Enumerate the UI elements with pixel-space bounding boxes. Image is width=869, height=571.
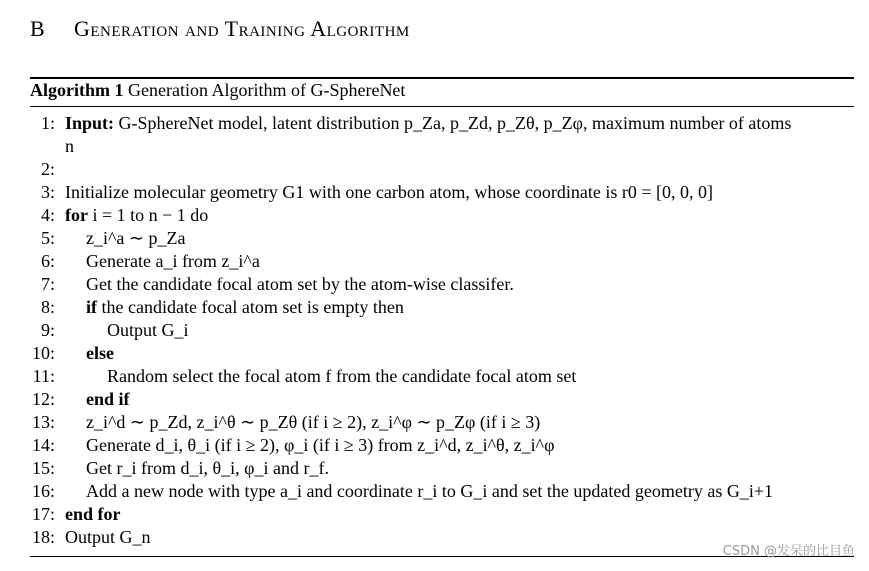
algorithm-line: [30, 227, 860, 250]
line-content: [107, 365, 576, 388]
line-number: 14:: [31, 435, 55, 455]
line-number: 12:: [31, 389, 55, 409]
algorithm-line: [30, 457, 860, 480]
algorithm-caption: [30, 80, 405, 101]
line-text: G-SphereNet model, latent distribution p_Za, p_Zd, p_Zθ, p_Zφ, maximum number of atoms: [114, 113, 792, 133]
line-number: 17:: [31, 504, 55, 524]
line-text: Get r_i from d_i, θ_i, φ_i and r_f.: [86, 458, 329, 478]
algorithm-label: Algorithm 1: [30, 80, 124, 100]
line-content: [65, 526, 151, 549]
line-text: Initialize molecular geometry G1 with one carbon atom, whose coordinate is r0 = [0, 0, 0]: [65, 182, 713, 202]
line-text: Generate d_i, θ_i (if i ≥ 2), φ_i (if i ≥ 3) from z_i^d, z_i^θ, z_i^φ: [86, 435, 555, 455]
algorithm-line: [30, 296, 860, 319]
line-number: 5:: [40, 228, 55, 248]
line-text: n: [65, 136, 74, 156]
line-number: 7:: [40, 274, 55, 294]
line-number: 15:: [31, 458, 55, 478]
line-content: [86, 388, 130, 411]
line-number: 1:: [40, 113, 55, 133]
line-keyword: else: [86, 343, 114, 363]
line-keyword: for: [65, 205, 88, 225]
line-keyword: end if: [86, 389, 130, 409]
line-content: [86, 411, 540, 434]
algorithm-body: [30, 112, 860, 549]
algorithm-line: [30, 204, 860, 227]
line-number: 2:: [40, 159, 55, 179]
algorithm-line: [30, 388, 860, 411]
line-text: Random select the focal atom f from the candidate focal atom set: [107, 366, 577, 386]
line-text: i = 1 to n − 1 do: [87, 205, 209, 225]
line-content: [65, 204, 208, 227]
line-number: 16:: [31, 481, 55, 501]
algorithm-line: [30, 158, 860, 181]
line-content: [65, 135, 74, 158]
algorithm-line: [30, 319, 860, 342]
line-keyword: Input:: [65, 113, 115, 133]
line-number: 9:: [40, 320, 55, 340]
algorithm-line: [30, 342, 860, 365]
algorithm-line: [30, 434, 860, 457]
line-content: [107, 319, 189, 342]
line-keyword: if: [86, 297, 97, 317]
line-content: [86, 227, 186, 250]
line-number: 4:: [40, 205, 55, 225]
line-text: the candidate focal atom set is empty then: [97, 297, 404, 317]
line-number: 6:: [40, 251, 55, 271]
algorithm-title: Generation Algorithm of G-SphereNet: [128, 80, 406, 100]
line-content: [86, 273, 514, 296]
line-content: [65, 112, 791, 135]
line-number: 11:: [32, 366, 55, 386]
algorithm-top-rule: [30, 77, 854, 79]
line-number: 8:: [40, 297, 55, 317]
line-keyword: end for: [65, 504, 121, 524]
line-text: Output G_n: [65, 527, 151, 547]
algorithm-line: [30, 480, 860, 503]
algorithm-line: [30, 112, 860, 135]
line-text: Output G_i: [107, 320, 189, 340]
algorithm-line: [30, 273, 860, 296]
watermark: CSDN @发呆的比目鱼: [722, 544, 855, 559]
algorithm-mid-rule: [30, 106, 854, 107]
line-text: z_i^a ∼ p_Za: [86, 228, 186, 248]
line-number: 10:: [31, 343, 55, 363]
line-content: [86, 296, 404, 319]
line-number: 3:: [40, 182, 55, 202]
line-text: Get the candidate focal atom set by the atom-wise classifer.: [86, 274, 514, 294]
algorithm-line: [30, 250, 860, 273]
section-title: Generation and Training Algorithm: [74, 16, 410, 41]
line-number: 13:: [31, 412, 55, 432]
line-content: [65, 181, 713, 204]
algorithm-line: [30, 411, 860, 434]
line-content: [86, 434, 555, 457]
section-heading: [30, 16, 410, 42]
line-text: z_i^d ∼ p_Zd, z_i^θ ∼ p_Zθ (if i ≥ 2), z_i^φ ∼ p_Zφ (if i ≥ 3): [86, 412, 541, 432]
line-number: 18:: [31, 527, 55, 547]
line-content: [65, 503, 121, 526]
line-text: Add a new node with type a_i and coordinate r_i to G_i and set the updated geometry as G_i+1: [86, 481, 773, 501]
line-content: [86, 480, 773, 503]
algorithm-line: [30, 365, 860, 388]
line-content: [86, 250, 260, 273]
algorithm-line: [30, 503, 860, 526]
algorithm-line: [30, 181, 860, 204]
line-text: Generate a_i from z_i^a: [86, 251, 260, 271]
line-content: [86, 457, 329, 480]
line-content: [86, 342, 114, 365]
section-number: B: [30, 16, 46, 41]
algorithm-line: [30, 135, 860, 158]
